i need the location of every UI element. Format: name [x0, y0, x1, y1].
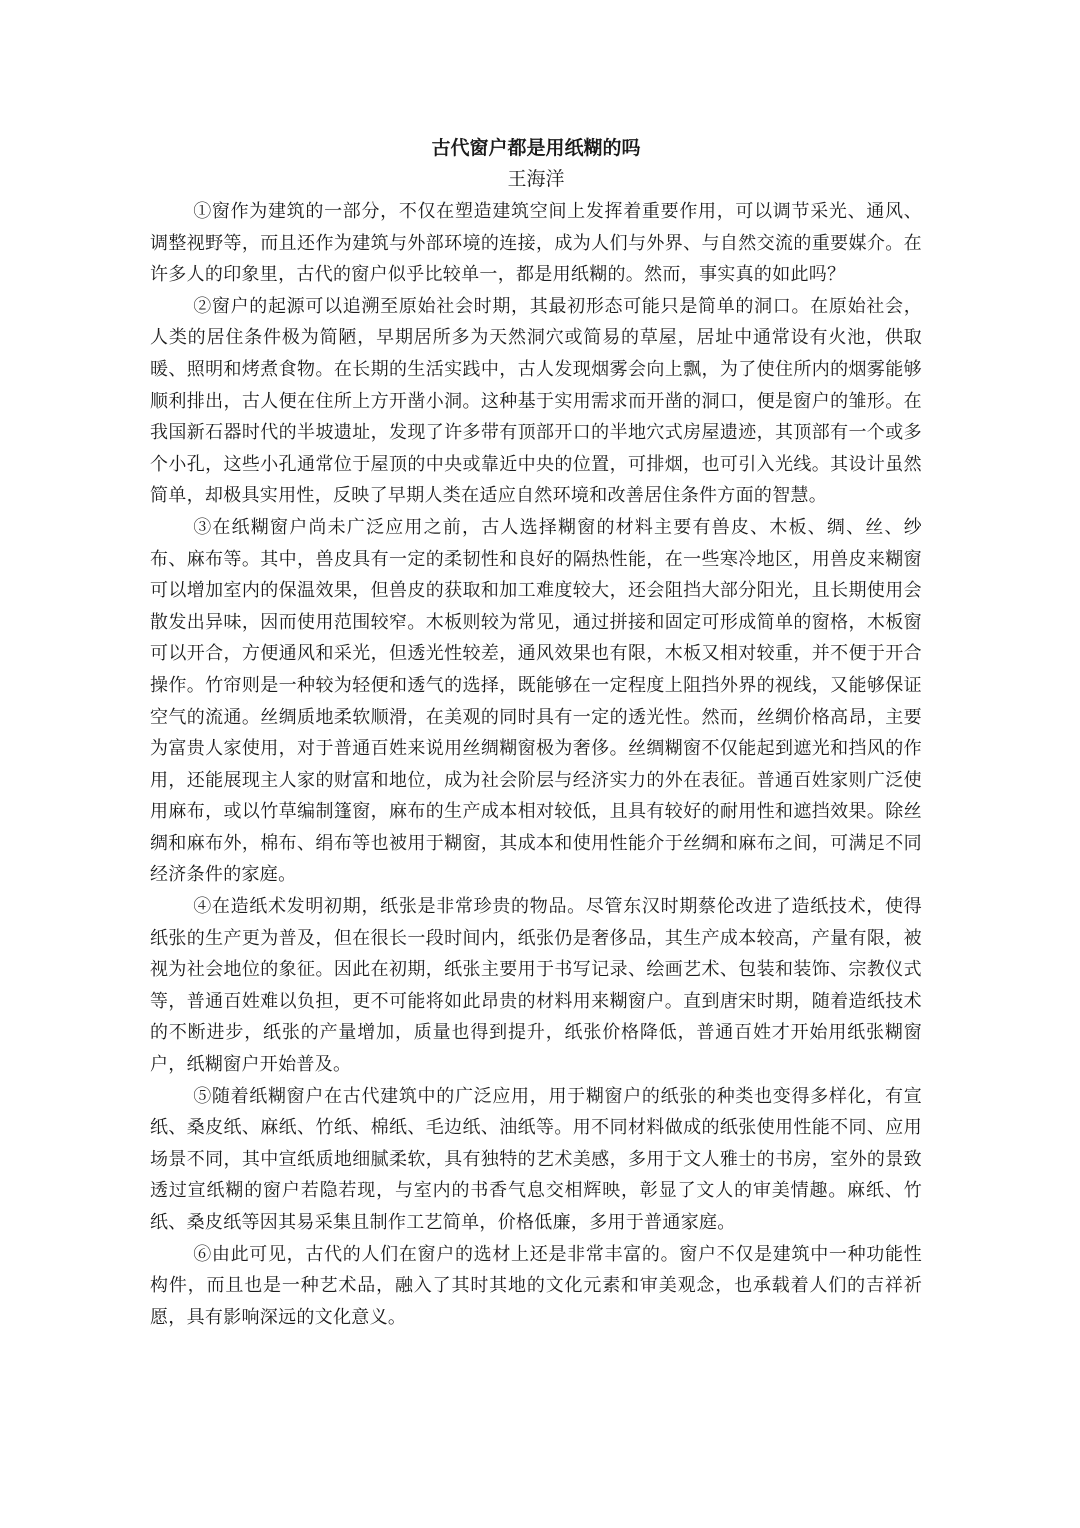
- paragraph-6: ⑥由此可见，古代的人们在窗户的选材上还是非常丰富的。窗户不仅是建筑中一种功能性构件，而且也是一种艺术品，融入了其时其地的文化元素和审美观念，也承载着人们的吉祥祈愿，具有影响深远的文化意义。: [150, 1243, 922, 1328]
- paragraph-4: ④在造纸术发明初期，纸张是非常珍贵的物品。尽管东汉时期蔡伦改进了造纸技术，使得纸张的生产更为普及，但在很长一段时间内，纸张仍是奢侈品，其生产成本较高，产量有限，被视为社会地位的象征。因此在初期，纸张主要用于书写记录、绘画艺术、包装和装饰、宗教仪式等，普通百姓难以负担，更不可能将如此昂贵的材料用来糊窗户。直到唐宋时期，随着造纸技术的不断进步，纸张的产量增加，质量也得到提升，纸张价格降低，普通百姓才开始用纸张糊窗户，纸糊窗户开始普及。: [150, 896, 922, 1076]
- paragraph-2: ②窗户的起源可以追溯至原始社会时期，其最初形态可能只是简单的洞口。在原始社会，人类的居住条件极为简陋，早期居所多为天然洞穴或简易的草屋，居址中通常设有火池，供取暖、照明和烤煮食物。在长期的生活实践中，古人发现烟雾会向上飘，为了使住所内的烟雾能够顺利排出，古人便在住所上方开凿小洞。这种基于实用需求而开凿的洞口，便是窗户的雏形。在我国新石器时代的半坡遗址，发现了许多带有顶部开口的半地穴式房屋遗迹，其顶部有一个或多个小孔，这些小孔通常位于屋顶的中央或靠近中央的位置，可排烟，也可引入光线。其设计虽然简单，却极具实用性，反映了早期人类在适应自然环境和改善居住条件方面的智慧。: [150, 295, 922, 507]
- author-name: 王海洋: [507, 168, 565, 190]
- paragraph-3: ③在纸糊窗户尚未广泛应用之前，古人选择糊窗的材料主要有兽皮、木板、绸、丝、纱布、麻布等。其中，兽皮具有一定的柔韧性和良好的隔热性能，在一些寒冷地区，用兽皮来糊窗可以增加室内的保温效果，但兽皮的获取和加工难度较大，还会阻挡大部分阳光，且长期使用会散发出异味，因而使用范围较窄。木板则较为常见，通过拼接和固定可形成简单的窗格，木板窗可以开合，方便通风和采光，但透光性较差，通风效果也有限，木板又相对较重，并不便于开合操作。竹帘则是一种较为轻便和透气的选择，既能够在一定程度上阻挡外界的视线，又能够保证空气的流通。丝绸质地柔软顺滑，在美观的同时具有一定的透光性。然而，丝绸价格高昂，主要为富贵人家使用，对于普通百姓来说用丝绸糊窗极为奢侈。丝绸糊窗不仅能起到遮光和挡风的作用，还能展现主人家的财富和地位，成为社会阶层与经济实力的外在表征。普通百姓家则广泛使用麻布，或以竹草编制篷窗，麻布的生产成本相对较低，且具有较好的耐用性和遮挡效果。除丝绸和麻布外，棉布、绢布等也被用于糊窗，其成本和使用性能介于丝绸和麻布之间，可满足不同经济条件的家庭。: [150, 516, 922, 886]
- page-title: 古代窗户都是用纸糊的吗: [431, 137, 641, 159]
- paragraph-5: ⑤随着纸糊窗户在古代建筑中的广泛应用，用于糊窗户的纸张的种类也变得多样化，有宣纸、桑皮纸、麻纸、竹纸、棉纸、毛边纸、油纸等。用不同材料做成的纸张使用性能不同、应用场景不同，其中宣纸质地细腻柔软，具有独特的艺术美感，多用于文人雅士的书房，室外的景致透过宣纸糊的窗户若隐若现，与室内的书香气息交相辉映，彰显了文人的审美情趣。麻纸、竹纸、桑皮纸等因其易采集且制作工艺简单，价格低廉，多用于普通家庭。: [150, 1085, 922, 1233]
- paragraph-1: ①窗作为建筑的一部分，不仅在塑造建筑空间上发挥着重要作用，可以调节采光、通风、调整视野等，而且还作为建筑与外部环境的连接，成为人们与外界、与自然交流的重要媒介。在许多人的印象里，古代的窗户似乎比较单一，都是用纸糊的。然而，事实真的如此吗？: [150, 201, 922, 286]
- document-page: [150, 132, 922, 1333]
